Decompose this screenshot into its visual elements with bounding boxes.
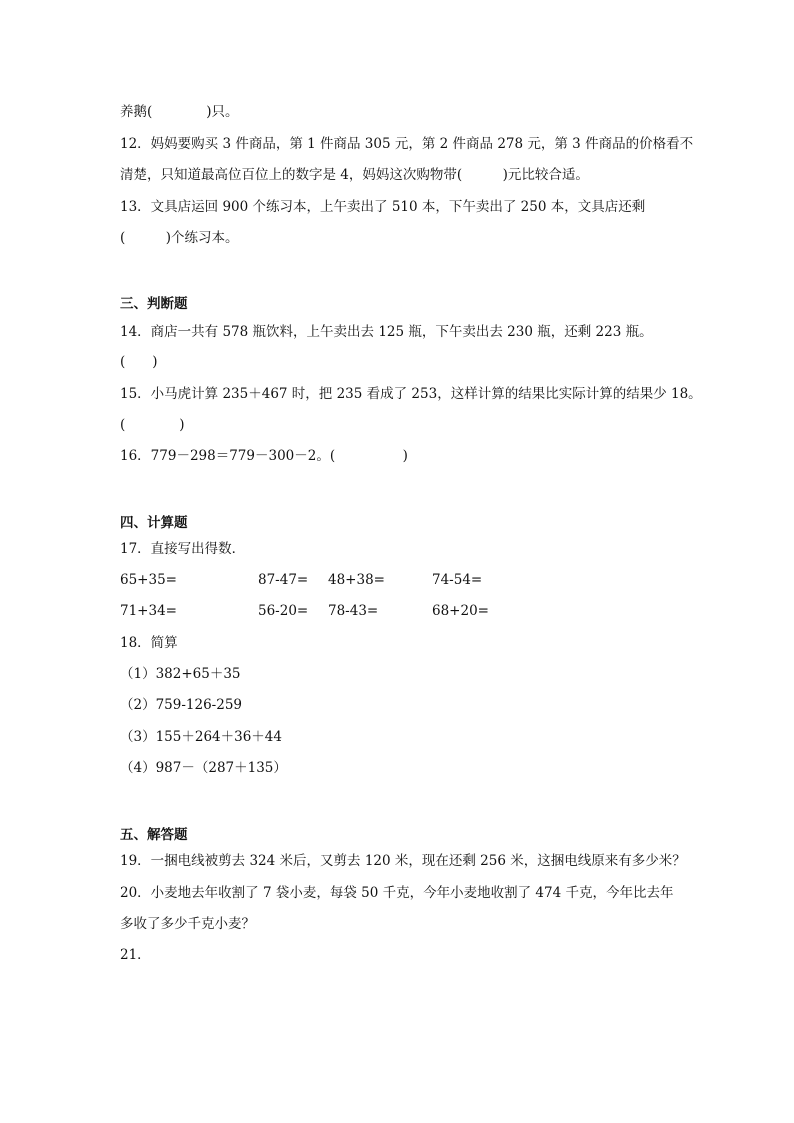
question-17: 17．直接写出得数．	[120, 541, 246, 557]
question-13-line-2: ( )个练习本。	[120, 230, 239, 246]
calc-item: 65+35=	[120, 572, 177, 588]
question-21: 21．	[120, 947, 151, 963]
question-13-line-1: 13．文具店运回 900 个练习本，上午卖出了 510 本，下午卖出了 250 本，文具店还剩	[120, 199, 646, 215]
calc-item: 78-43=	[328, 603, 379, 619]
question-18-item-3: （3）155＋264＋36＋44	[120, 729, 282, 745]
question-12-line-1: 12．妈妈要购买 3 件商品，第 1 件商品 305 元，第 2 件商品 278 元，第 3 件商品的价格看不	[120, 136, 694, 152]
question-20-line-2: 多收了多少千克小麦？	[120, 916, 255, 932]
question-12-line-2: 清楚，只知道最高位百位上的数字是 4，妈妈这次购物带( )元比较合适。	[120, 167, 589, 183]
question-15-line-1: 15．小马虎计算 235＋467 时，把 235 看成了 253，这样计算的结果比实际计算的结果少 18。	[120, 386, 702, 402]
calc-item: 68+20=	[432, 603, 489, 619]
question-20-line-1: 20．小麦地去年收割了 7 袋小麦，每袋 50 千克，今年小麦地收割了 474 千克，今年比去年	[120, 885, 674, 901]
calc-item: 56-20=	[258, 603, 309, 619]
section-3-heading: 三、判断题	[120, 296, 188, 312]
question-14-line-1: 14．商店一共有 578 瓶饮料，上午卖出去 125 瓶，下午卖出去 230 瓶，还剩 223 瓶。	[120, 324, 653, 340]
question-18-item-1: （1）382+65＋35	[120, 666, 241, 682]
question-18-item-2: （2）759-126-259	[120, 697, 243, 713]
question-15-answer: ( )	[120, 417, 185, 433]
calc-item: 87-47=	[258, 572, 309, 588]
section-4-heading: 四、计算题	[120, 515, 188, 531]
calc-item: 74-54=	[432, 572, 483, 588]
question-14-answer: ( )	[120, 354, 158, 370]
question-18-item-4: （4）987－（287＋135）	[120, 760, 287, 776]
section-5-heading: 五、解答题	[120, 827, 188, 843]
calc-item: 71+34=	[120, 603, 177, 619]
question-18: 18．简算	[120, 635, 178, 651]
question-19: 19．一捆电线被剪去 324 米后，又剪去 120 米，现在还剩 256 米，这捆电线原来有多少米？	[120, 853, 686, 869]
calc-item: 48+38=	[328, 572, 385, 588]
question-11-tail: 养鹅( )只。	[120, 104, 239, 120]
question-16: 16．779－298＝779－300－2。( )	[120, 448, 408, 464]
